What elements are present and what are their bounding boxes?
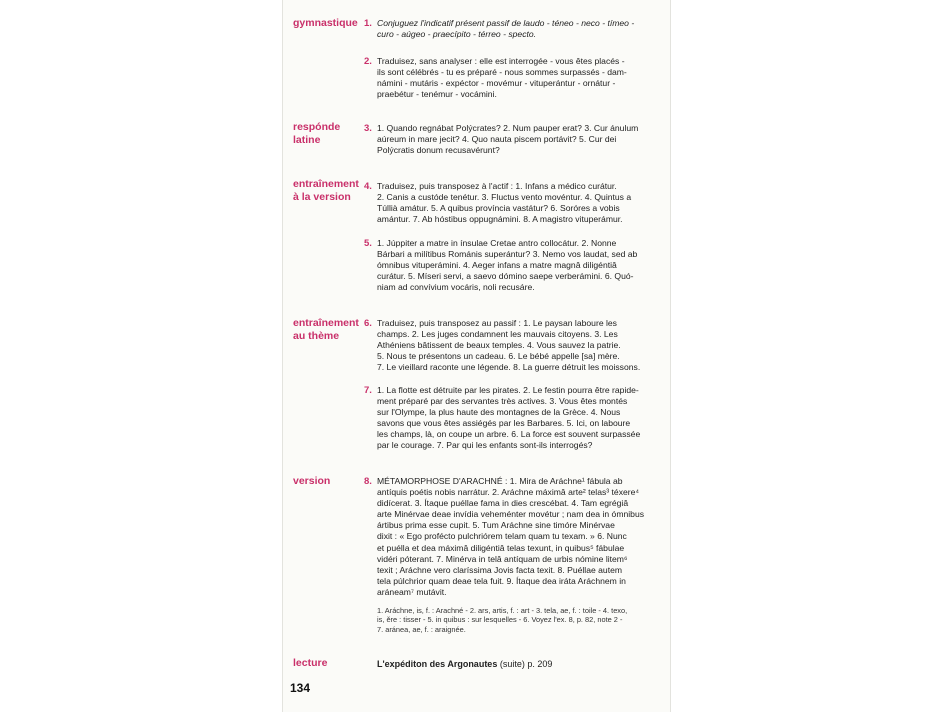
exercise-number: 4. <box>364 181 372 192</box>
exercise-number: 2. <box>364 56 372 67</box>
section-version: version <box>293 475 331 487</box>
exercise-number: 3. <box>364 123 372 134</box>
exercise-number: 5. <box>364 238 372 249</box>
section-entrainement-theme: entraînement au thème <box>293 317 359 342</box>
footnotes: 1. Aráchne, is, f. : Arachné - 2. ars, artis, f. : art - 3. tela, ae, f. : toile - 4. texo, is, ěre : tisser - 5. in quibus : sur lesquelles - 6. Voyez l'ex. 8, p. 82, note 2 - 7. aránea, ae, f. : araignée. <box>377 606 628 634</box>
exercise-text: Traduisez, puis transposez au passif : 1. Le paysan laboure les champs. 2. Les juges condamnent les mauvais citoyens. 3. Les Athéniens bâtissent de beaux temples. 4. Vous sauvez la patrie. 5. Nous te présentons un cadeau. 6. Le bébé appelle [sa] mère. 7. Le vieillard raconte une légende. 8. La guerre détruit les moissons. <box>377 318 641 373</box>
exercise-text: Conjuguez l'indicatif présent passif de laudo - téneo - neco - tímeo - curo - aúgeo - praecípito - térreo - specto. <box>377 18 635 40</box>
lecture-page: (suite) p. 209 <box>497 659 553 669</box>
exercise-text: Traduisez, sans analyser : elle est interrogée - vous êtes placés - ils sont célébrés - tu es préparé - nous sommes surpassés - dam- námini - mutáris - expéctor - movémur - vituperántur - ornátur - praebétur - tenémur - vocámini. <box>377 56 627 100</box>
exercise-number: 8. <box>364 476 372 487</box>
section-gymnastique: gymnastique <box>293 17 358 29</box>
exercise-text: 1. Quando regnábat Polýcrates? 2. Num pauper erat? 3. Cur ánulum aúreum in mare jecit? 4. Quo nauta piscem portávit? 5. Cur dei Polýcratis donum recusavérunt? <box>377 123 639 156</box>
section-lecture: lecture <box>293 657 328 669</box>
exercise-text: 1. La flotte est détruite par les pirates. 2. Le festin pourra être rapide- ment préparé par des servantes très actives. 3. Vous êtes montés sur l'Olympe, la plus haute des montagnes de la Grèce. 4. Nous savons que vous êtes assiégés par les Barbares. 5. Ici, on laboure les champs, là, on coupe un arbre. 6. La force est souvent surpassée par le courage. 7. Par qui les enfants sont-ils interrogés? <box>377 385 641 451</box>
exercise-number: 7. <box>364 385 372 396</box>
exercise-number: 6. <box>364 318 372 329</box>
exercise-number: 1. <box>364 18 372 29</box>
exercise-text: MÉTAMORPHOSE D'ARACHNÉ : 1. Mira de Aráchne¹ fábula ab antíquis poétis nobis narrátur. 2. Aráchne máximâ arte² telas³ téxere⁴ didícerat. 3. Ítaque puéllae fama in dies crescébat. 4. Tam egrégiâ arte Minérvae deae invídia veheménter movétur ; nam dea in ómnibus ártibus prima esse cupit. 5. Tum Aráchne sine timóre Minérvae dixit : « Ego profécto pulchriórem telam quam tu texam. » 6. Nunc et puélla et dea máximâ diligéntiâ telas texunt, in quibus⁵ fábulae vidéri póterant. 7. Minérva in telâ antíquam de urbis nómine litem⁶ texit ; Aráchne vero claríssima Jovis facta texit. 8. Puéllae autem tela púlchrior quam deae tela fuit. 9. Ítaque dea iráta Aráchnem in aráneam⁷ mutávit. <box>377 476 645 597</box>
exercise-text: Traduisez, puis transposez à l'actif : 1. Infans a médico curátur. 2. Canis a custóde tenétur. 3. Fluctus vento movéntur. 4. Quintus a Túllià amátur. 5. A quibus província vastátur? 6. Soróres a vobis amántur. 7. Ab hóstibus oppugnámini. 8. A magistro vituperámur. <box>377 181 632 225</box>
lecture-reference <box>377 659 552 670</box>
section-respondelatine: respónde latine <box>293 121 341 146</box>
lecture-title: L'expéditon des Argonautes <box>377 659 498 669</box>
page-number: 134 <box>290 681 311 695</box>
exercise-text: 1. Júppiter a matre in ínsulae Cretae antro collocátur. 2. Nonne Bárbari a milítibus Románis superántur? 3. Nemo vos laudat, sed ab ómnibus vituperámini. 4. Aeger infans a matre magnâ diligéntiâ curátur. 5. Míseri servi, a saevo dómino saepe verberámini. 6. Quó- niam ad convívium vocáris, noli recusáre. <box>377 238 638 293</box>
section-entrainement-version: entraînement à la version <box>293 178 359 203</box>
